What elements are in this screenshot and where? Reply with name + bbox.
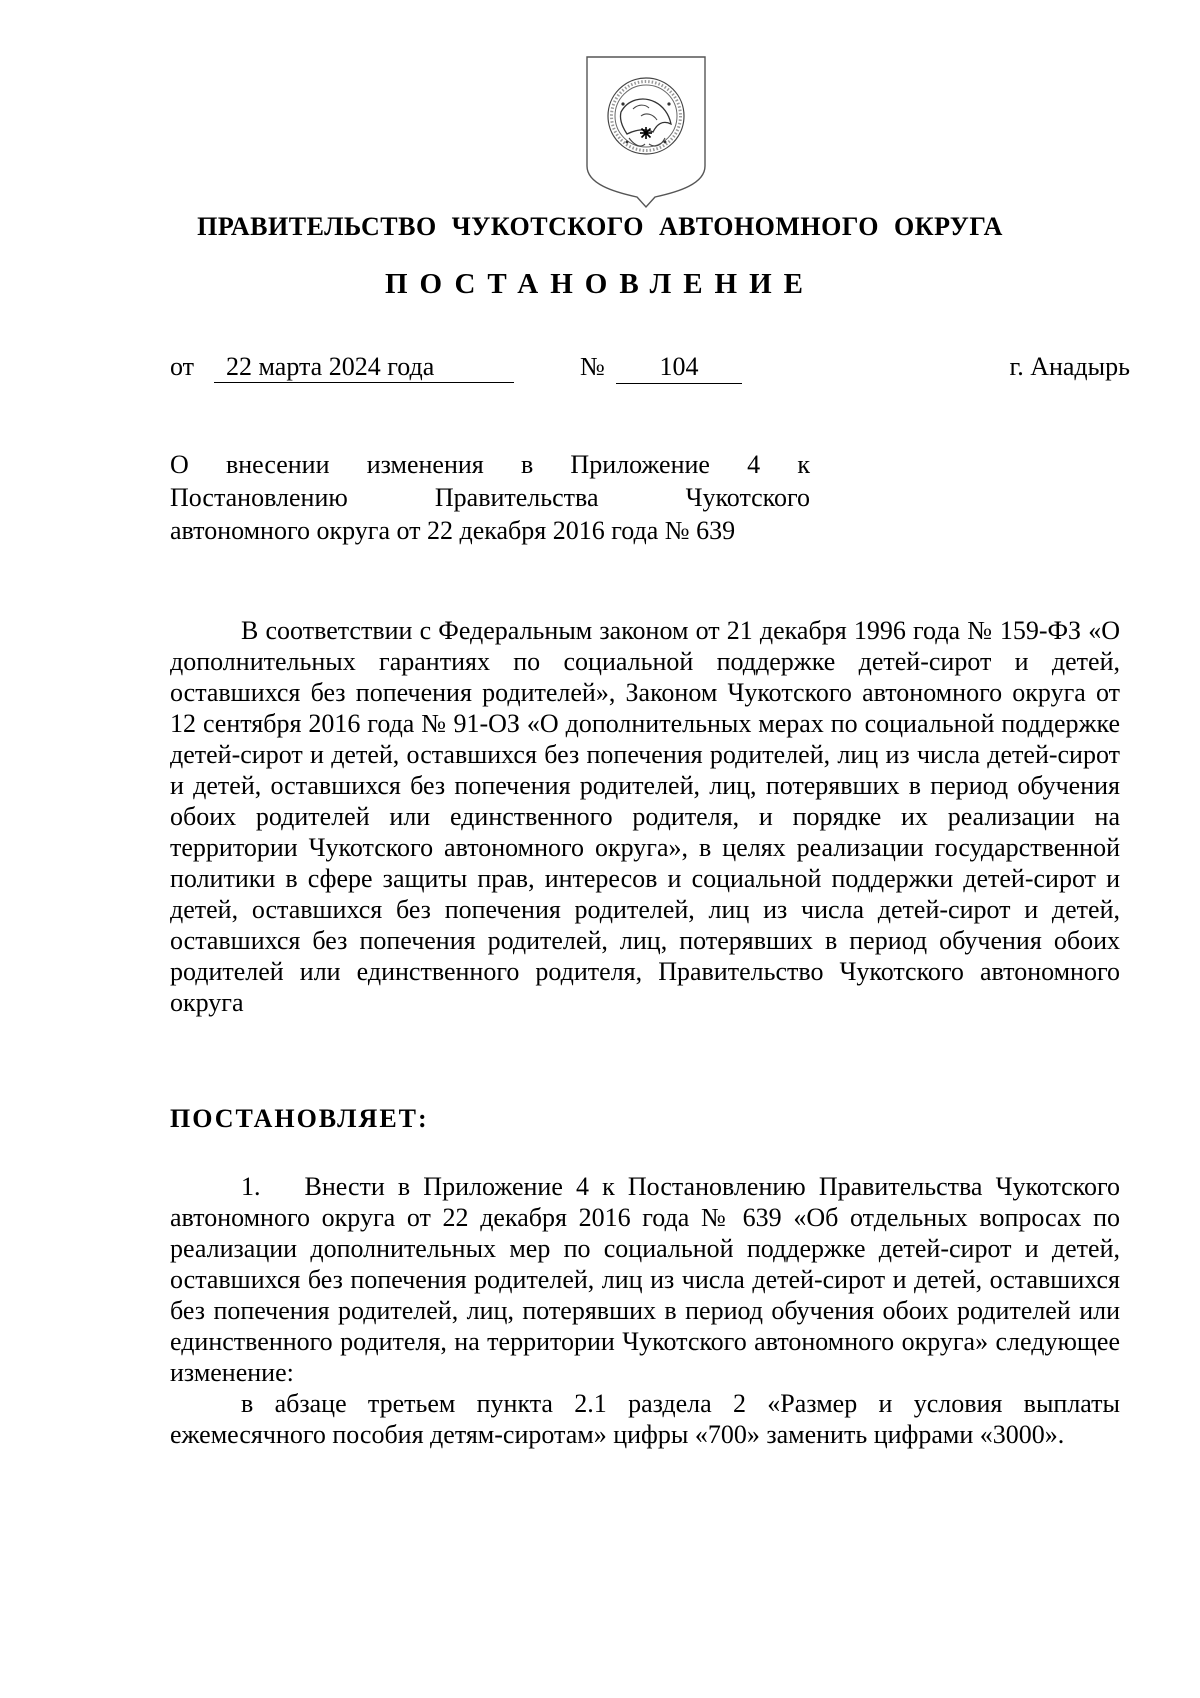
document-number: 104	[616, 352, 742, 384]
item-text: Внести в Приложение 4 к Постановлению Правительства Чукотского автономного округа от 22 декабря 2016 года № 639 «Об отдельных вопросах по реализации дополнительных мер по социальной поддержке детей-сирот и детей, оставшихся без попечения родителей, лиц из числа детей-сирот и детей, оставшихся без попечения родителей, лиц, потерявших в период обучения обоих родителей или единственного родителя, на территории Чукотского автономного округа» следующее изменение:	[170, 1172, 1120, 1387]
subject-line: О внесении изменения в Приложение 4 к	[170, 450, 810, 479]
date-from-label: от	[170, 352, 195, 381]
coat-of-arms-icon	[583, 54, 709, 210]
organization-title: ПРАВИТЕЛЬСТВО ЧУКОТСКОГО АВТОНОМНОГО ОКРУГА	[197, 212, 1003, 241]
document-subject	[170, 448, 810, 547]
document-meta-line	[170, 352, 1130, 388]
subject-line: автономного округа от 22 декабря 2016 года № 639	[170, 516, 736, 545]
item-number: 1.	[241, 1172, 261, 1201]
decree-item-1	[170, 1171, 1120, 1388]
preamble-paragraph: В соответствии с Федеральным законом от 21 декабря 1996 года № 159-ФЗ «О дополнительных гарантиях по социальной поддержке детей-сирот и детей, оставшихся без попечения родителей», Законом Чукотского автономного округа от 12 сентября 2016 года № 91-ОЗ «О дополнительных мерах по социальной поддержке детей-сирот и детей, оставшихся без попечения родителей, лиц из числа детей-сирот и детей, оставшихся без попечения родителей, лиц, потерявших в период обучения обоих родителей или единственного родителя, и порядке их реализации на территории Чукотского автономного округа», в целях реализации государственной политики в сфере защиты прав, интересов и социальной поддержки детей-сирот и детей, оставшихся без попечения родителей, лиц из числа детей-сирот и детей, оставшихся без попечения родителей, лиц, потерявших в период обучения обоих родителей или единственного родителя, Правительство Чукотского автономного округа	[170, 616, 1120, 1017]
document-city: г. Анадырь	[1009, 352, 1130, 381]
decree-items	[170, 1171, 1120, 1450]
amendment-paragraph: в абзаце третьем пункта 2.1 раздела 2 «Размер и условия выплаты ежемесячного пособия детям-сиротам» цифры «700» заменить цифрами «3000».	[170, 1389, 1120, 1449]
document-type-title: ПОСТАНОВЛЕНИЕ	[384, 268, 815, 300]
preamble-block	[170, 615, 1120, 1018]
number-sign: №	[580, 352, 605, 381]
document-date: 22 марта 2024 года	[214, 352, 514, 383]
decree-word: ПОСТАНОВЛЯЕТ:	[170, 1104, 429, 1133]
subject-line: Постановлению Правительства Чукотского	[170, 483, 810, 512]
